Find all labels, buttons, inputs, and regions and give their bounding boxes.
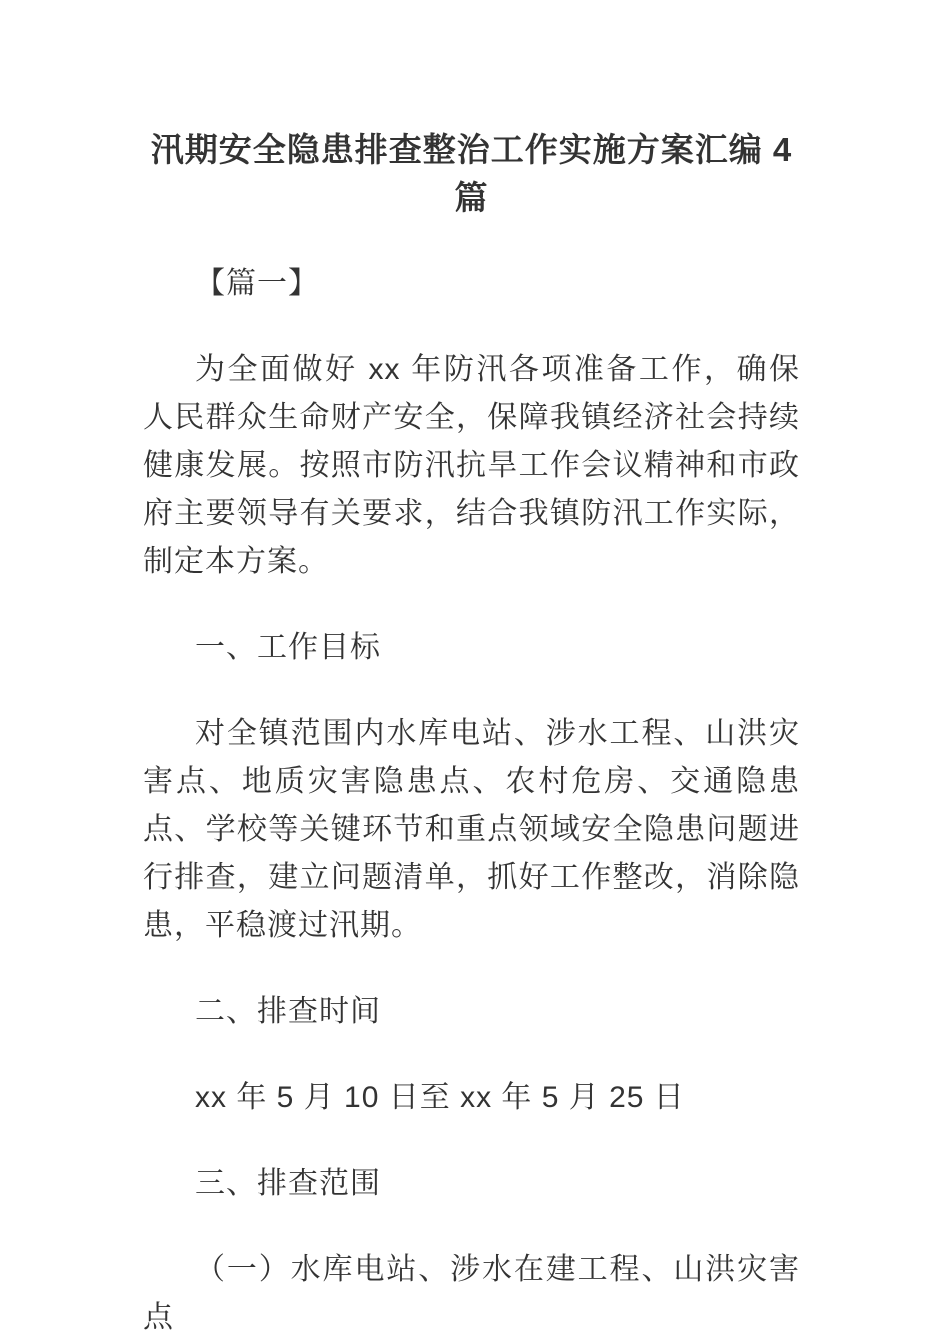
document-title: 汛期安全隐患排查整治工作实施方案汇编 4 篇: [150, 131, 793, 216]
intro-paragraph: 为全面做好 xx 年防汛各项准备工作，确保人民群众生命财产安全，保障我镇经济社会持续健康发展。按照市防汛抗旱工作会议精神和市政府主要领导有关要求，结合我镇防汛工作实际，制定本方案。: [143, 353, 800, 578]
section-body-2: xx 年 5 月 10 日至 xx 年 5 月 25 日: [195, 1081, 685, 1114]
section-heading-3: 三、排查范围: [195, 1167, 381, 1200]
section-body-1: 对全镇范围内水库电站、涉水工程、山洪灾害点、地质灾害隐患点、农村危房、交通隐患点、学校等关键环节和重点领域安全隐患问题进行排查，建立问题清单，抓好工作整改，消除隐患，平稳渡过汛期。: [143, 717, 800, 942]
section-heading-2: 二、排查时间: [195, 995, 381, 1028]
section-body-3: （一）水库电站、涉水在建工程、山洪灾害点: [143, 1253, 800, 1334]
section-heading-1: 一、工作目标: [195, 631, 381, 664]
part-label: 【篇一】: [195, 267, 319, 300]
